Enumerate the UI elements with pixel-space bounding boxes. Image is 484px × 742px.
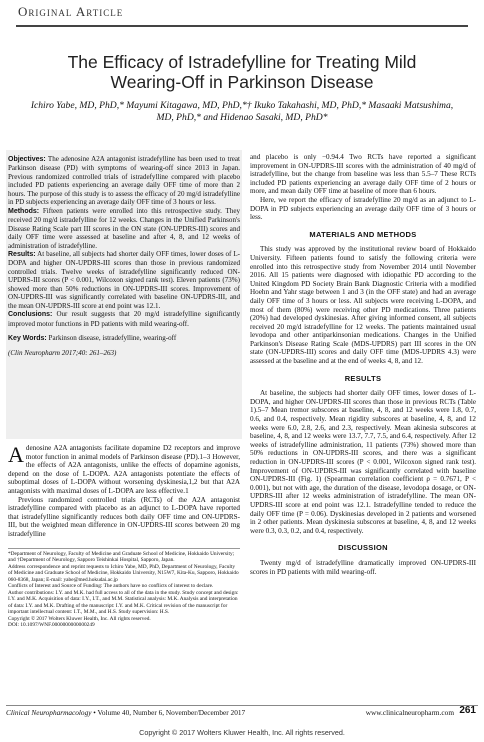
results-paragraph: At baseline, the subjects had shorter daily OFF times, lower doses of L-DOPA, and higher ON-UPDRS-III scores than those in previous RCTs (Table 1).5–7 Mean tremor subscores at baseline, 4, 8, and 12 weeks were 1.8, 0.7, 0.6, and 0.4, respectively. Mean rigidity subscores at baseline, 4, 8, and 12 weeks were 6.0, 2.8, 2.6, and 2.3, respectively. Mean akinesia subscores at baseline, 4, 8, and 12 weeks were 13.7, 7.7, 7.5, and 6.4, respectively. After 12 weeks of istradefylline administration, 11 patients (73%) showed more than 50% reductions in ON-UPDRS-III scores, and there was a significant reduction in ON-UPDRS-III scores (P < 0.001, Wilcoxon signed rank test). Improvement of ON-UPDRS-III was significantly correlated with baseline ON-UPDRS-III (Fig. 1) (Spearman correlation coefficient ρ = 0.7671, P < 0.001), but not with age, the duration of the disease, levodopa dosage, or ON-UPDRS-III after 12 weeks administration of istradefylline. The mean ON-UPDRS-III score at end point was 12.1. Istradefylline tended to reduce the daily OFF time (P = 0.06). Dyskinesias developed in 2 patients and worsened in 2 other patients. Mean dyskinesia subscores at baseline, 4, 8, and 12 weeks were 0.3, 0.3, 0.2, and 0.4, respectively. [250,389,476,535]
article-title: The Efficacy of Istradefylline for Treating Mild Wearing-Off in Parkinson Disease [67,52,417,92]
right-column [250,153,476,576]
header-rule [16,25,468,27]
abstract-results [8,250,240,310]
footer-rule [6,705,478,706]
section-label: Original Article [18,4,124,19]
footnote-contributions: Author contributions: I.Y. and M.K. had full access to all of the data in the study. Study concept and design: I.Y. and M.K. Acquisition of data: I.Y., I.T., and M.M. Statistical analysis: M.K. Analysis and interpretation of data: I.Y. and M.K. Drafting of the manuscript: I.Y. and M.K. Critical revision of the manuscript for important intellectual content: I.T., M.M., and H.S. Study supervision: H.S. [8,589,239,616]
results-label: Results: [8,250,36,258]
journal-title: Clinical Neuropharmacology [6,708,92,717]
conclusions-label: Conclusions: [8,311,53,319]
heading-methods: MATERIALS AND METHODS [309,229,417,239]
footnote-copyright: Copyright © 2017 Wolters Kluwer Health, Inc. All rights reserved. [8,615,151,622]
footnote-conflicts: Conflicts of Interest and Source of Funding: The authors have no conflicts of interest to declare. [8,583,214,590]
abstract-keywords [8,334,240,343]
results-text: At baseline, all subjects had shorter daily OFF times, lower doses of L-DOPA and higher ON-UPDRS-III scores than those in previous randomized controlled trials. Twelve weeks of istradefylline significantly reduced ON-UPDRS-III scores (P < 0.001, Wilcoxon signed rank test). Eleven patients (73%) showed more than 50% reductions in ON-UPDRS-III scores. Improvement of ON-UPDRS-III was significantly correlated with baseline ON-UPDRS-III, and the mean ON-UPDRS-III score at end point was 12.1. [8,249,240,310]
keywords-text: Parkinson disease, istradefylline, wearing-off [48,334,177,343]
intro-p1-text: denosine A2A antagonists facilitate dopamine D2 receptors and improve motor function in animal models of Parkinson disease (PD).1–3 However, the effects of A2A antagonists, unlike the effects of dopamine agonists, depend on the dose of L-DOPA. A2A antagonists potentiate the effects of suboptimal doses of L-DOPA without worsening dyskinesia,1,2 but that A2A antagonists with maximal doses of L-DOPA are less effective.1 [8,444,240,495]
copyright-notice: Copyright © 2017 Wolters Kluwer Health, Inc. All rights reserved. [139,728,345,737]
abstract-conclusions [8,310,240,328]
intro-paragraph-1 [8,444,240,496]
journal-name [6,708,245,717]
methods-text: Fifteen patients were enrolled into this retrospective study. They received 20 mg/d istradefylline for 12 weeks. Changes in the Unified Parkinson's Disease Rating Scale part III scores in the ON state (ON-UPDRS-III) scores and daily OFF time were assessed at baseline and after 4, 8, and 12 weeks of administration of istradefylline. [8,206,241,250]
footnote-doi: DOI: 10.1097/WNF.0000000000000249 [8,621,95,628]
methods-paragraph: This study was approved by the institutional review board of Hokkaido University. Fifteen patients found to satisfy the following criteria were enrolled into this retrospective study from November 2014 until November 2016. All 15 patients were diagnosed with idiopathic PD according to the United Kingdom PD Society Brain Bank Diagnostic Criteria with a modified Hoehn and Yahr stage between 1 and 3 (in the OFF state) and had an average daily OFF time of 3 hours or less. All subjects were receiving L-DOPA, and most of them (80%) were receiving other PD medications. Three patients (20%) had developed dyskinesias. After giving informed consent, all subjects received 20 mg/d istradefylline for 12 weeks. The patients maintained usual levodopa and other antiparkinsonian medications. Changes in the Unified Parkinson's Disease Rating Scale (MDS-UPDRS) part III scores in the ON state (ON-UPDRS-III) scores and daily OFF time (MDS-UPDRS 4.3) were assessed at the baseline and at the end of weeks 4, 8, and 12. [250,245,476,366]
objectives-label: Objectives: [8,156,46,163]
methods-label: Methods: [8,207,40,215]
right-paragraph-1: and placebo is only −0.94.4 Two RCTs have reported a significant improvement in ON-UPDRS-III scores with the administration of 40 mg/d of istradefylline, but the change from baseline was less than 5.5–7 These RCTs included PD patients experiencing an average daily OFF time of 2 hours or more, and mean daily OFF time at baseline of more than 6 hours. [250,153,476,196]
footnote-affiliation: *Department of Neurology, Faculty of Medicine and Graduate School of Medicine, Hokkaido University; and †Department of Neurology, Sapporo Teishinkai Hospital, Sapporo, Japan. [8,551,235,564]
discussion-paragraph: Twenty mg/d of istradefylline dramatically improved ON-UPDRS-III scores in PD patients with mild wearing-off. [250,558,476,576]
footnotes [8,551,240,628]
keywords-label: Key Words: [8,335,47,343]
footnote-rule [8,548,240,549]
heading-results: RESULTS [344,373,382,383]
abstract-methods [8,207,240,250]
author-list: Ichiro Yabe, MD, PhD,* Mayumi Kitagawa, MD, PhD,*† Ikuko Takahashi, MD, PhD,* Masaaki Matsushima, MD, PhD,* and Hidenao Sasaki, MD, PhD* [30,100,454,123]
page-number: 261 [459,705,476,716]
abstract [8,155,240,357]
journal-volume: • Volume 40, Number 6, November/December 2017 [93,708,246,717]
heading-discussion: DISCUSSION [338,543,388,553]
abstract-objectives [8,155,240,207]
intro-paragraph-2: Previous randomized controlled trials (RCTs) of the A2A antagonist istradefylline compared with placebo as an adjunct to L-DOPA have reported that istradefylline significantly reduces both daily OFF time and ON-UPDRS-III, but the weighted mean difference in ON-UPDRS-III scores between 20 mg istradefylline [8,495,240,538]
abstract-citation: (Clin Neuropharm 2017;40: 261–263) [8,348,117,357]
drop-cap: A [8,442,24,467]
objectives-text: The adenosine A2A antagonist istradefylline has been used to treat Parkinson disease (PD) with symptoms of wearing-off since 2013 in Japan. Previous randomized controlled trials of istradefylline compared with placebo included PD patients experiencing an average daily OFF time of more than 2 hours. The purpose of this study is to assess the efficacy of 20 mg/d istradefylline in PD subjects experiencing an average daily OFF time of 3 hours or less. [8,155,241,207]
conclusions-text: Our result suggests that 20 mg/d istradefylline significantly improved motor functions in PD patients with mild wearing-off. [8,310,241,328]
journal-url[interactable]: www.clinicalneuropharm.com [365,708,454,717]
right-paragraph-2: Here, we report the efficacy of istradefylline 20 mg/d as an adjunct to L-DOPA in PD subjects experiencing an average daily OFF time of 3 hours or less. [250,195,476,222]
footnote-correspondence: Address correspondence and reprint requests to Ichiro Yabe, MD, PhD, Department of Neurology, Faculty of Medicine and Graduate School of Medicine, Hokkaido University, N15W7, Kita-Ku, Sapporo, Hokkaido 060-8368, Japan; E-mail: yabe@med.hokudai.ac.jp [8,563,239,583]
introduction [8,444,240,539]
